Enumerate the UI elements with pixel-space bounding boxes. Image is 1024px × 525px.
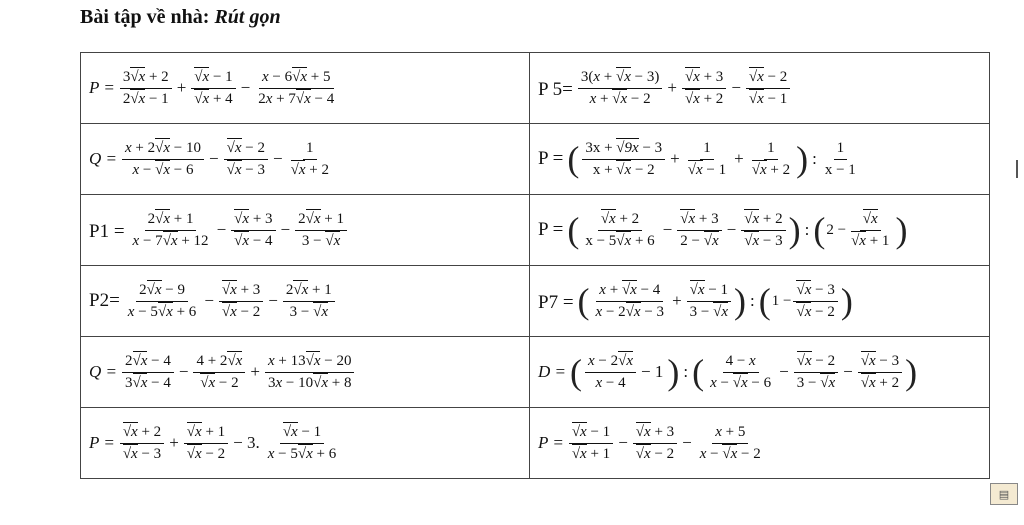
exercise-label: P =: [89, 78, 115, 97]
exercise-cell: P = ( $\frac{3x + √ 9x - 3}{x + √ x - 2}$ + 1 √ x − 1 + 1 √ x + 2 ) : $\frac{1}{x - 1}$: [530, 124, 990, 195]
exercise-cell: P = √ x − 1 √ x + 1 − √ x + 3 √ x − 2 − $\frac{x + 5}{x - √ x - 2}$: [530, 408, 990, 479]
exercise-cell: P = √ x + 2 √ x − 3 + √ x + 1 √ x − 2 − 3. √ $\frac{x - 1}{x - 5√ x + 6}$: [81, 408, 530, 479]
exercise-cell: Q = $\frac{2√ x - 4}{3√ x - 4}$ − 4 + 2√ x √ x − 2 + $\frac{x + 13√ x - 20}{3x - 10√ x + 8}$: [81, 337, 530, 408]
exercise-label: Q =: [89, 149, 117, 168]
exercise-label: P2=: [89, 290, 120, 311]
exercise-cell: P7 = ( $\frac{x + √ x - 4}{x - 2√ x - 3}$ + √ $\frac{x - 1}{3 - √ x}$ ) : ( 1 − √ x − 3 √ x − 2 ): [530, 266, 990, 337]
exercise-table: [80, 52, 990, 479]
document-icon[interactable]: ▤: [990, 483, 1018, 505]
exercise-cell: P 5= $\frac{3(x + √ x - 3)}{x + √ x - 2}$ + √ x + 3 √ x + 2 − √ x − 2 √ x − 1: [530, 53, 990, 124]
exercise-label: P =: [538, 219, 564, 240]
scroll-indicator: [1016, 160, 1018, 178]
table-row: [81, 124, 990, 195]
title-prefix: Bài tập về nhà:: [80, 6, 210, 28]
table-row: [81, 195, 990, 266]
exercise-cell: P = ( √ $\frac{x + 2}{x - 5√ x + 6}$ − √ $\frac{x + 3}{2 - √ x}$ − √ x + 2 √ x − 3 ) : ( 2 − √ x √ x + 1 ): [530, 195, 990, 266]
table-row: [81, 408, 990, 479]
table-row: [81, 337, 990, 408]
exercise-label: P =: [538, 433, 564, 452]
exercise-label: P1 =: [89, 221, 125, 242]
exercise-label: P 5=: [538, 79, 573, 100]
title-emphasis: Rút gọn: [214, 6, 281, 28]
homework-title: [80, 6, 281, 29]
exercise-label: P7 =: [538, 292, 574, 313]
exercise-label: P =: [89, 433, 115, 452]
table-row: [81, 53, 990, 124]
exercise-cell: D = ( $\frac{x - 2√ x}{x - 4}$ − 1 ) : ( $\frac{4 - x}{x - √ x - 6}$ − √ $\frac{x - 2}{3 - √ x}$ − √ x − 3 √ x + 2 ): [530, 337, 990, 408]
exercise-cell: P2= $\frac{2√ x - 9}{x - 5√ x + 6}$ − √ x + 3 √ x − 2 − $\frac{2√ x + 1}{3 - √ x}$: [81, 266, 530, 337]
exercise-cell: P = $\frac{3√ x + 2}{2√ x - 1}$ + √ x − 1 √ x + 4 − $\frac{x - 6√ x + 5}{2x + 7√ x - 4}$: [81, 53, 530, 124]
exercise-label: P =: [538, 148, 564, 169]
table-row: [81, 266, 990, 337]
exercise-label: D =: [538, 362, 566, 381]
exercise-label: Q =: [89, 362, 117, 381]
exercise-cell: P1 = $\frac{2√ x + 1}{x - 7√ x + 12}$ − √ x + 3 √ x − 4 − $\frac{2√ x + 1}{3 - √ x}$: [81, 195, 530, 266]
exercise-cell: Q = $\frac{x + 2√ x - 10}{x - √ x - 6}$ − √ x − 2 √ x − 3 − 1 √ x + 2: [81, 124, 530, 195]
